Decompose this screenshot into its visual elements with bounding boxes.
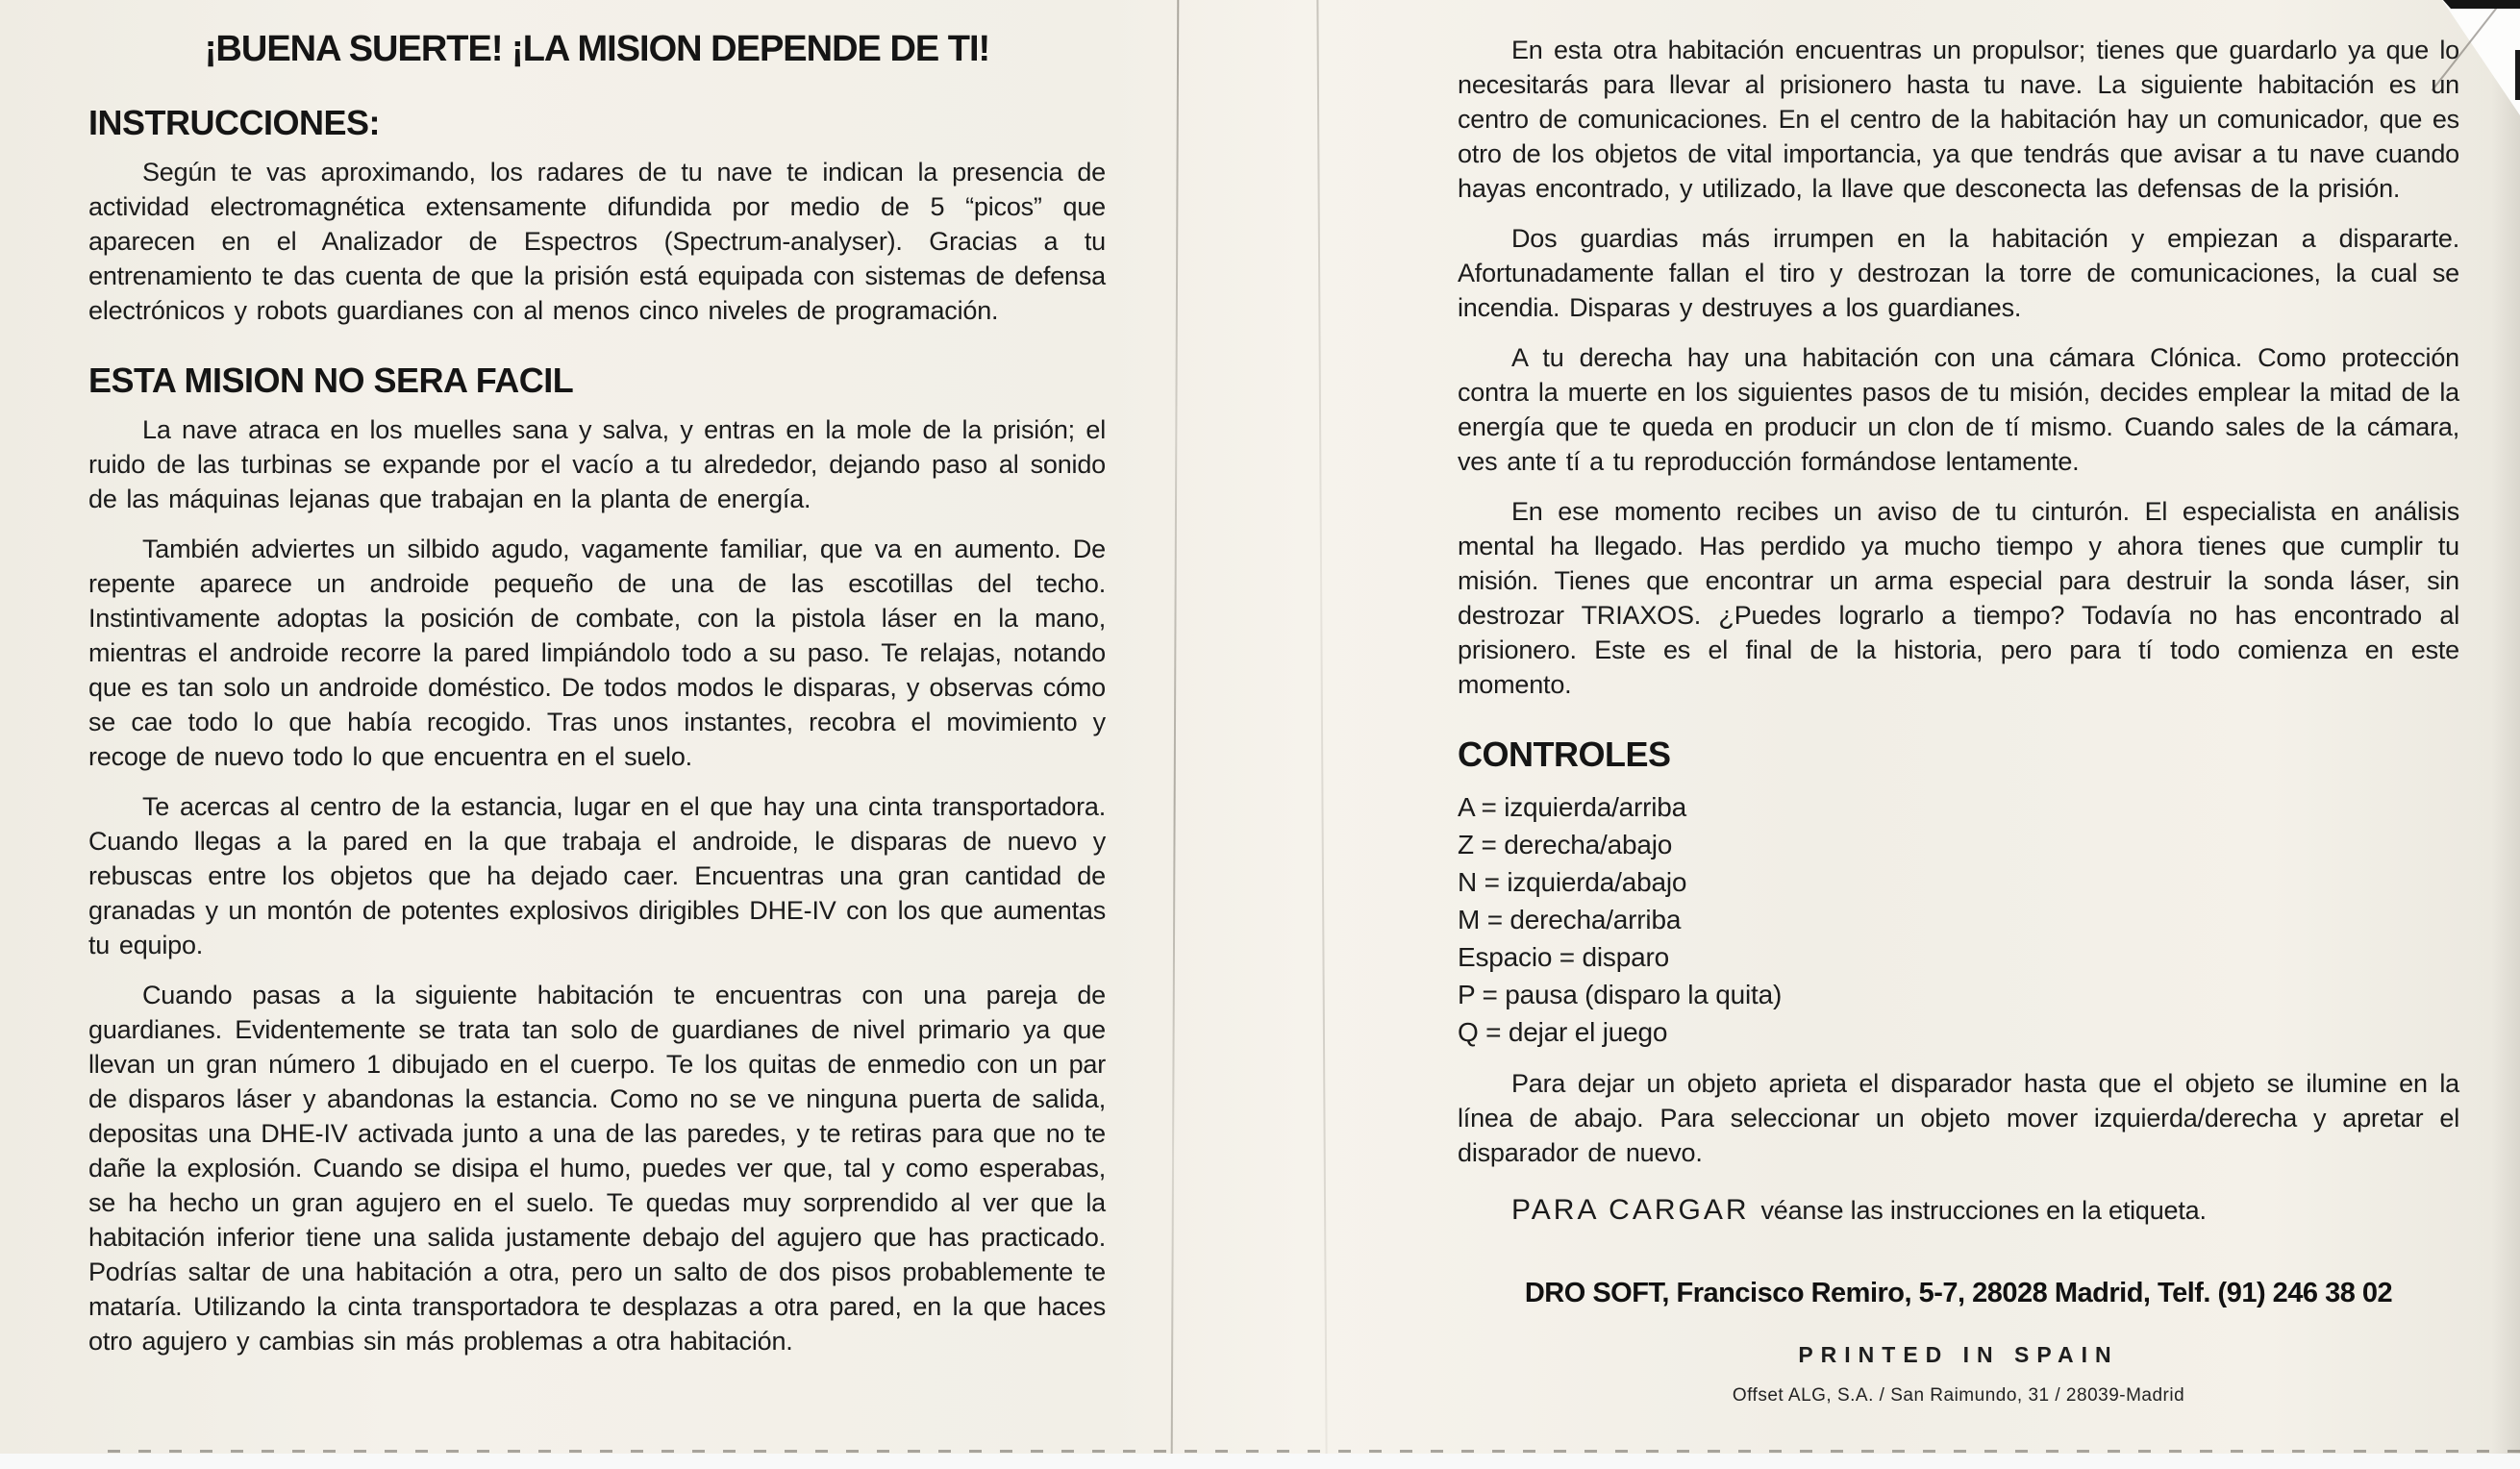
control-line: A = izquierda/arriba (1458, 792, 1687, 822)
control-line: M = derecha/arriba (1458, 905, 1682, 934)
load-instructions-line (1458, 1193, 2459, 1228)
paragraph: La nave atraca en los muelles sana y salva, y entras en la mole de la prisión; el ruido de las turbinas se expande por el vacío a tu alrededor, dejando paso al sonido de las máquinas lejanas que trabajan en la planta de energía. (88, 415, 1106, 513)
left-page-column (88, 0, 1106, 1358)
paragraph: En ese momento recibes un aviso de tu cinturón. El especialista en análisis mental ha llegado. Has perdido ya mucho tiempo y ahora tienes que cumplir tu misión. Tienes que encontrar un arma especial para destruir la sonda láser, sin destrozar TRIAXOS. ¿Puedes lograrlo a tiempo? Todavía no has encontrado al prisionero. Este es el final de la historia, pero para tí todo comienza en este momento. (1458, 497, 2459, 699)
printer-credit-line: Offset ALG, S.A. / San Raimundo, 31 / 28039-Madrid (1732, 1385, 2185, 1406)
printed-in-spain-label: PRINTED IN SPAIN (1798, 1342, 2119, 1367)
corner-black-mark-side (2515, 50, 2520, 100)
publisher-address-line: DRO SOFT, Francisco Remiro, 5-7, 28028 Madrid, Telf. (91) 246 38 02 (1524, 1278, 2393, 1308)
section-heading-controles: CONTROLES (1458, 734, 1671, 774)
right-page-column (1458, 0, 2459, 1407)
control-line: Z = derecha/abajo (1458, 830, 1673, 859)
scanner-bed-strip (0, 1454, 2520, 1469)
right-edge-shadow (2491, 0, 2520, 1454)
page-title: ¡BUENA SUERTE! ¡LA MISION DEPENDE DE TI! (204, 29, 990, 69)
section-heading-mision: ESTA MISION NO SERA FACIL (88, 361, 574, 400)
paragraph: También adviertes un silbido agudo, vagamente familiar, que va en aumento. De repente aparece un androide pequeño de una de las escotillas del techo. Instintivamente adoptas la posición de combate, con la pistola láser en la mano, mientras el androide recorre la pared limpiándolo todo a su paso. Te relajas, notando que es tan solo un androide doméstico. De todos modos le disparas, y observas cómo se cae todo lo que había recogido. Tras unos instantes, recobra el movimiento y recoge de nuevo todo lo que encuentra en el suelo. (88, 535, 1106, 771)
paper-bottom-edge (108, 1450, 2520, 1453)
paragraph: Cuando pasas a la siguiente habitación te encuentras con una pareja de guardianes. Evidentemente se trata tan solo de guardianes de nivel primario ya que llevan un gran número 1 dibujado en el cuerpo. Te los quitas de enmedio con un par de disparos láser y abandonas la estancia. Como no se ve ninguna puerta de salida, depositas una DHE-IV activada junto a una de las paredes, y te retiras para que no te dañe la explosión. Cuando se disipa el humo, puedes ver que, tal y como esperabas, se ha hecho un gran agujero en el suelo. Te quedas muy sorprendido al ver que la habitación inferior tiene una salida justamente debajo del agujero que has practicado. Podrías saltar de una habitación a otra, pero un salto de dos pisos probablemente te mataría. Utilizando la cinta transportadora te desplazas a otra pared, en la que haces otro agujero y cambias sin más problemas a otra habitación. (88, 981, 1106, 1356)
paragraph: A tu derecha hay una habitación con una cámara Clónica. Como protección contra la muerte en los siguientes pasos de tu misión, decides emplear la mitad de la energía que te queda en producir un clon de tí mismo. Cuando sales de la cámara, ves ante tí a tu reproducción formándose lentamente. (1458, 343, 2459, 476)
paragraph: En esta otra habitación encuentras un propulsor; tienes que guardarlo ya que lo necesitarás para llevar al prisionero hasta tu nave. La siguiente habitación es un centro de comunicaciones. En el centro de la habitación hay un comunicador, que es otro de los objetos de vital importancia, ya que tendrás que avisar a tu nave cuando hayas encontrado, y utilizado, la llave que desconecta las defensas de la prisión. (1458, 36, 2459, 203)
controls-list (1458, 788, 2459, 1051)
paragraph: Según te vas aproximando, los radares de tu nave te indican la presencia de actividad electromagnética extensamente difundida por medio de 5 “picos” que aparecen en el Analizador de Espectros (Spectrum-analyser). Gracias a tu entrenamiento te das cuenta de que la prisión está equipada con sistemas de defensa electrónicos y robots guardianes con al menos cinco niveles de programación. (88, 158, 1106, 325)
control-line: Espacio = disparo (1458, 942, 1669, 972)
paragraph: Dos guardias más irrumpen en la habitación y empiezan a dispararte. Afortunadamente fallan el tiro y destrozan la torre de comunicaciones, la cual se incendia. Disparas y destruyes a los guardianes. (1458, 224, 2459, 322)
section-heading-instrucciones: INSTRUCCIONES: (88, 103, 381, 142)
paragraph: Para dejar un objeto aprieta el disparador hasta que el objeto se ilumine en la línea de abajo. Para seleccionar un objeto mover izquierda/derecha y apretar el disparador de nuevo. (1458, 1069, 2459, 1167)
load-lead-caps: PARA CARGAR (1511, 1194, 1750, 1226)
load-rest-text: véanse las instrucciones en la etiqueta. (1760, 1196, 2207, 1225)
paragraph: Te acercas al centro de la estancia, lugar en el que hay una cinta transportadora. Cuando llegas a la pared en la que trabaja el androide, le disparas de nuevo y rebuscas entre los objetos que ha dejado caer. Encuentras una gran cantidad de granadas y un montón de potentes explosivos dirigibles DHE-IV con los que aumentas tu equipo. (88, 792, 1106, 959)
control-line: Q = dejar el juego (1458, 1017, 1668, 1047)
control-line: P = pausa (disparo la quita) (1458, 980, 1783, 1009)
control-line: N = izquierda/abajo (1458, 867, 1687, 897)
